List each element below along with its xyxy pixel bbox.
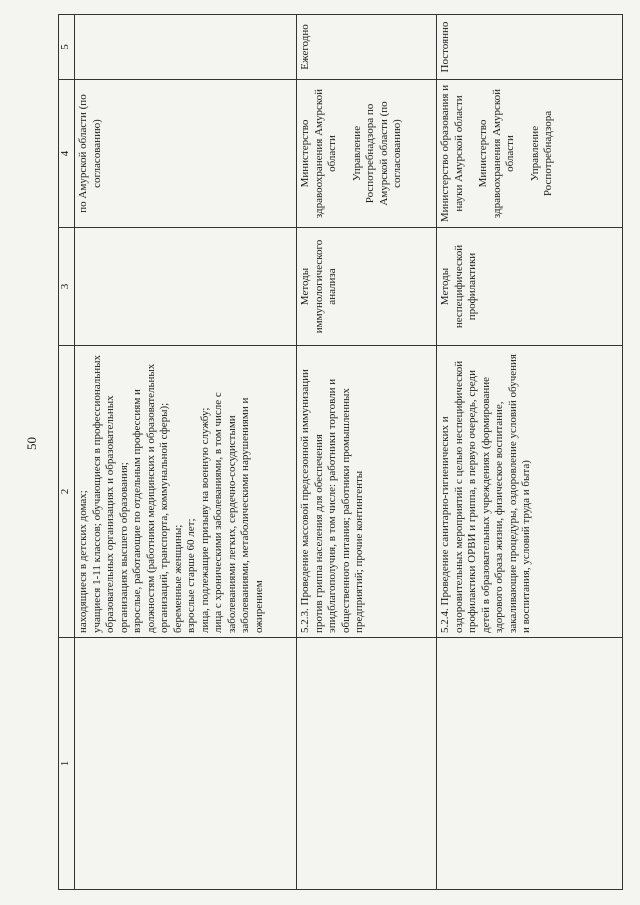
term-cell: Ежегодно bbox=[297, 15, 437, 80]
table-row bbox=[297, 15, 437, 890]
list-item: лица, подлежащие призыву на военную службу; bbox=[198, 407, 211, 633]
risk-groups-cell bbox=[75, 346, 297, 638]
method-cell: Методы неспецифической профилактики bbox=[437, 228, 623, 346]
header-col-3: 3 bbox=[59, 228, 75, 346]
header-col-4: 4 bbox=[59, 80, 75, 228]
list-item: находящиеся в детских домах; bbox=[77, 490, 89, 633]
header-col-5: 5 bbox=[59, 15, 75, 80]
measures-table bbox=[58, 14, 623, 890]
plan-table-page bbox=[58, 15, 623, 890]
responsible-cell bbox=[297, 80, 437, 228]
measure-5-2-4: 5.2.4. Проведение санитарно-гигиенических и оздоровительных мероприятий с целью неспецифической профилактики ОРВИ и гриппа, в первую очередь, среди детей в образовательных учреждениях (формирование здорового образа жизни, физическое воспитание, закаливающие процедуры, оздоровление условий обучения и воспитания, условий труда и быта) bbox=[437, 346, 623, 638]
responsible-ministry-health: Министерство здравоохранения Амурской области bbox=[299, 88, 338, 219]
page-number: 50 bbox=[24, 437, 39, 450]
list-item: взрослые старше 60 лет; bbox=[185, 518, 197, 633]
list-item: взрослые, работающие по отдельным профессиям и должностям (работники медицинских и образовательных организаций, транспорта, коммунальной сферы); bbox=[131, 363, 170, 633]
header-col-1: 1 bbox=[59, 638, 75, 890]
cell-empty bbox=[437, 638, 623, 890]
term-cell: Постоянно bbox=[437, 15, 623, 80]
header-col-2: 2 bbox=[59, 346, 75, 638]
method-cell: Методы иммунологического анализа bbox=[297, 228, 437, 346]
measure-5-2-3: 5.2.3. Проведение массовой предсезонной иммунизации против гриппа населения для обеспечения эпидблагополучия, в том числе: работники торговли и общественного питания; работники промышленных предприятий; прочие контингенты bbox=[297, 346, 437, 638]
responsible-ministry-education: Министерство образования и науки Амурской области bbox=[439, 84, 465, 223]
cell-empty bbox=[75, 15, 297, 80]
cell-empty bbox=[75, 228, 297, 346]
list-item: учащиеся 1-11 классов; обучающиеся в профессиональных образовательных организациях и образовательных организациях высшего образования; bbox=[90, 354, 130, 633]
list-item: беременные женщины; bbox=[171, 524, 184, 633]
table-header-row bbox=[59, 15, 75, 890]
cell-empty bbox=[75, 638, 297, 890]
responsible-cell bbox=[437, 80, 623, 228]
table-row bbox=[437, 15, 623, 890]
table-row bbox=[75, 15, 297, 890]
cell-empty bbox=[297, 638, 437, 890]
responsible-rospotrebnadzor: Управление Роспотребнадзора bbox=[528, 110, 554, 197]
list-item: лица с хроническими заболеваниями, в том числе с заболеваниями легких, сердечно-сосудистыми заболеваниями, метаболическими нарушениями и ожирением bbox=[212, 392, 265, 633]
responsible-rospotrebnadzor: Управление Роспотребнадзора по Амурской области (по согласованию) bbox=[350, 101, 403, 206]
responsible-cell: по Амурской области (по согласованию) bbox=[75, 80, 297, 228]
responsible-ministry-health: Министерство здравоохранения Амурской области bbox=[477, 88, 516, 219]
